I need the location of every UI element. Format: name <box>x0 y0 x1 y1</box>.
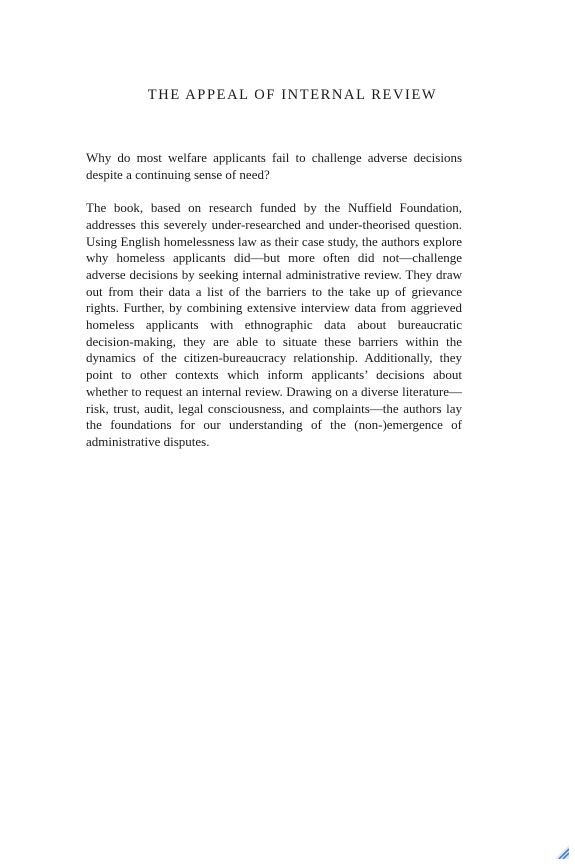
blurb-text <box>86 150 462 467</box>
page-curl-icon[interactable] <box>555 845 569 859</box>
blurb-paragraph-1: Why do most welfare applicants fail to challenge adverse decisions despite a continuing sense of need? <box>86 150 462 182</box>
blurb-paragraph-2: The book, based on research funded by the Nuffield Foundation, addresses this severely under-researched and under-theorised question. Using English homelessness law as their case study, the authors explore why homeless applicants did—but more often did not—challenge adverse decisions by seeking internal administrative review. They draw out from their data a list of the barriers to the take up of grievance rights. Further, by combining extensive interview data from aggrieved homeless applicants with ethnographic data about bureaucratic decision-making, they are able to situate these barriers within the dynamics of the citizen-bureaucracy relationship. Additionally, they point to other contexts which inform applicants’ decisions about whether to request an internal review. Drawing on a diverse literature—risk, trust, audit, legal consciousness, and complaints—the authors lay the foundations for our understanding of the (non-)emergence of administrative disputes. <box>86 200 462 449</box>
page-title: THE APPEAL OF INTERNAL REVIEW <box>147 87 438 103</box>
